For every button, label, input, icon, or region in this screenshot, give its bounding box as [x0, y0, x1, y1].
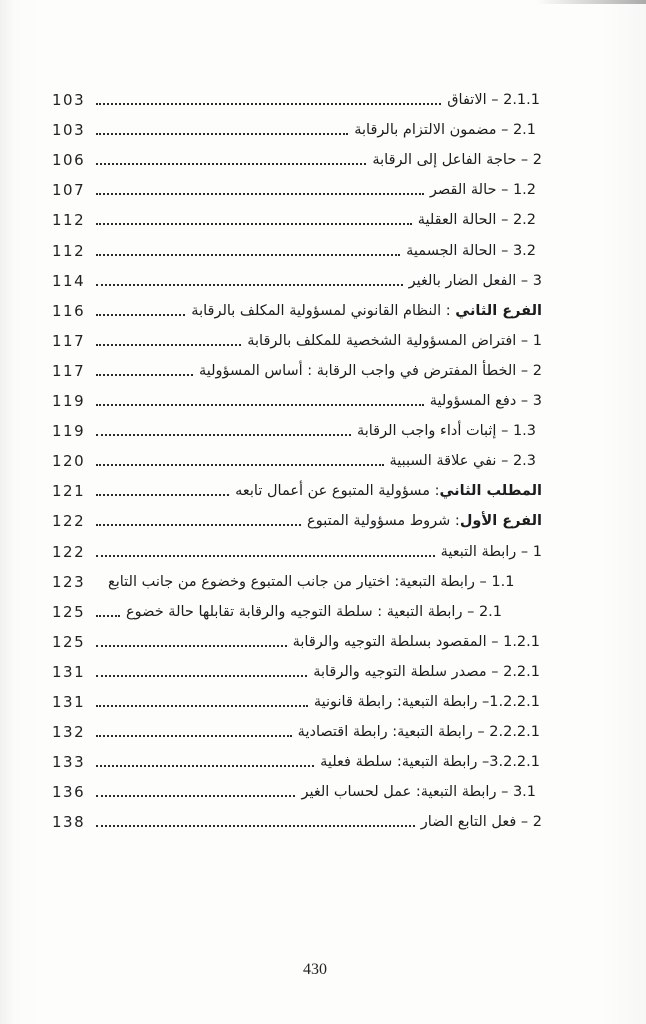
toc-page-number: 133	[52, 753, 86, 772]
toc-page-number: 138	[52, 813, 86, 832]
toc-entry-title	[301, 782, 542, 802]
section-number: 2.3	[512, 453, 536, 470]
section-title: : النظام القانوني لمسؤولية المكلف بالرقابة	[191, 302, 456, 319]
toc-entry-title	[293, 632, 542, 652]
toc-entry-title	[191, 301, 542, 321]
table-of-contents	[52, 80, 542, 832]
toc-entry	[52, 80, 542, 110]
section-title: مضمون الالتزام بالرقابة	[354, 122, 497, 139]
section-label: المطلب الثاني	[439, 483, 542, 500]
dot-leader	[96, 644, 287, 647]
toc-entry	[52, 501, 542, 531]
separator-dash: –	[496, 182, 513, 199]
toc-entry	[52, 562, 542, 592]
dot-leader	[96, 222, 412, 225]
toc-entry-title	[247, 331, 542, 351]
toc-entry-title	[314, 692, 542, 712]
section-title: رابطة التبعية: سلطة فعلية	[320, 754, 478, 771]
toc-entry-title	[235, 481, 542, 501]
toc-entry-title	[126, 602, 508, 622]
dot-leader	[96, 734, 292, 737]
section-number: 2	[532, 362, 542, 379]
toc-entry-title	[354, 120, 542, 140]
section-title: : شروط مسؤولية المتبوع	[307, 513, 460, 530]
section-title: المقصود بسلطة التوجيه والرقابة	[292, 633, 487, 650]
section-number: 1.2	[512, 182, 536, 199]
toc-entry	[52, 200, 542, 230]
section-title: : مسؤولية المتبوع عن أعمال تابعه	[235, 483, 440, 500]
section-number: 2	[532, 152, 542, 169]
toc-entry	[52, 712, 542, 742]
section-title: الحالة العقلية	[417, 212, 497, 229]
dot-leader	[96, 554, 435, 557]
toc-page-number: 125	[52, 602, 86, 621]
section-title: مصدر سلطة التوجيه والرقابة	[313, 663, 487, 680]
section-number: 1	[532, 332, 542, 349]
toc-entry	[52, 802, 542, 832]
section-number: 2.1	[512, 122, 536, 139]
toc-page-number: 116	[52, 301, 86, 320]
section-number: 3.2.2.1	[489, 754, 540, 771]
section-number: 1.1	[491, 573, 515, 590]
toc-page-number: 117	[52, 331, 86, 350]
section-number: 1	[532, 543, 542, 560]
toc-page-number: 123	[52, 572, 86, 591]
separator-dash: –	[496, 453, 513, 470]
section-title: حاجة الفاعل إلى الرقابة	[372, 152, 517, 169]
dot-leader	[96, 614, 120, 617]
toc-entry-title	[441, 542, 542, 562]
separator-dash: –	[496, 423, 513, 440]
toc-entry-title	[298, 722, 542, 742]
section-number: 2.2	[512, 212, 536, 229]
dot-leader	[96, 674, 307, 677]
toc-entry	[52, 622, 542, 652]
section-number: 3.2	[512, 242, 536, 259]
separator-dash: –	[477, 693, 490, 710]
toc-page-number: 119	[52, 392, 86, 411]
separator-dash: –	[496, 784, 513, 801]
section-title: رابطة التبعية	[440, 543, 517, 560]
section-title: رابطة التبعية: اختيار من جانب المتبوع وخضوع من جانب التابع	[108, 573, 475, 590]
toc-entry	[52, 772, 542, 802]
dot-leader	[96, 764, 314, 767]
toc-page-number: 117	[52, 361, 86, 380]
section-number: 2.1.1	[503, 92, 540, 109]
separator-dash: –	[516, 362, 533, 379]
toc-page-number: 122	[52, 542, 86, 561]
section-number: 2	[532, 814, 542, 831]
separator-dash: –	[472, 724, 490, 741]
section-title: رابطة التبعية: رابطة قانونية	[313, 693, 478, 710]
section-title: نفي علاقة السببية	[389, 453, 497, 470]
toc-entry-title	[430, 180, 542, 200]
toc-entry	[52, 230, 542, 260]
section-title: فعل التابع الضار	[420, 814, 517, 831]
dot-leader	[96, 523, 301, 526]
section-number: 2.2.2.1	[489, 724, 540, 741]
section-number: 2.2.1	[503, 663, 540, 680]
separator-dash: –	[496, 122, 513, 139]
dot-leader	[96, 493, 229, 496]
separator-dash: –	[516, 393, 533, 410]
toc-entry-title	[307, 511, 542, 531]
separator-dash: –	[474, 573, 492, 590]
toc-entry-title	[421, 812, 542, 832]
separator-dash: –	[516, 332, 533, 349]
section-title: افتراض المسؤولية الشخصية للمكلف بالرقابة	[247, 332, 517, 349]
toc-entry-title	[409, 271, 542, 291]
toc-entry-title	[199, 361, 542, 381]
toc-entry	[52, 351, 542, 381]
toc-entry-title	[447, 90, 542, 110]
toc-entry	[52, 321, 542, 351]
toc-page-number: 122	[52, 512, 86, 531]
dot-leader	[96, 824, 415, 827]
separator-dash: –	[516, 152, 533, 169]
toc-entry	[52, 291, 542, 321]
dot-leader	[96, 253, 400, 256]
toc-page-number: 131	[52, 692, 86, 711]
section-title: الفعل الضار بالغير	[408, 272, 517, 289]
section-title: دفع المسؤولية	[429, 393, 517, 410]
toc-entry	[52, 592, 542, 622]
toc-entry	[52, 381, 542, 411]
dot-leader	[96, 433, 351, 436]
dot-leader	[96, 132, 348, 135]
section-number: 3	[532, 272, 542, 289]
toc-page-number: 131	[52, 662, 86, 681]
section-number: 3	[532, 393, 542, 410]
dot-leader	[96, 343, 241, 346]
toc-entry	[52, 471, 542, 501]
dot-leader	[96, 373, 193, 376]
toc-entry	[52, 652, 542, 682]
section-number: 1.2.1	[503, 633, 540, 650]
dot-leader	[96, 162, 366, 165]
toc-page-number: 103	[52, 91, 86, 110]
dot-leader	[96, 463, 384, 466]
toc-entry-title	[313, 662, 542, 682]
toc-page-number: 107	[52, 181, 86, 200]
toc-entry	[52, 140, 542, 170]
toc-entry-title	[357, 421, 542, 441]
toc-entry-title	[320, 752, 542, 772]
toc-page-number: 112	[52, 211, 86, 230]
section-number: 3.1	[512, 784, 536, 801]
separator-dash: –	[486, 633, 504, 650]
section-number: 1.3	[512, 423, 536, 440]
section-title: إثبات أداء واجب الرقابة	[356, 423, 497, 440]
toc-entry	[52, 441, 542, 471]
toc-entry-title	[108, 572, 520, 592]
section-title: الاتفاق	[447, 92, 487, 109]
toc-page-number: 112	[52, 241, 86, 260]
toc-page-number: 114	[52, 271, 86, 290]
separator-dash: –	[516, 814, 533, 831]
toc-page-number: 132	[52, 723, 86, 742]
toc-entry	[52, 742, 542, 772]
section-title: الحالة الجسمية	[406, 242, 497, 259]
separator-dash: –	[462, 603, 479, 620]
section-title: رابطة التبعية : سلطة التوجيه والرقابة تقابلها حالة خضوع	[126, 603, 463, 620]
separator-dash: –	[516, 272, 533, 289]
section-label: الفرع الثاني	[455, 302, 542, 319]
section-title: رابطة التبعية: عمل لحساب الغير	[301, 784, 497, 801]
separator-dash: –	[516, 543, 533, 560]
separator-dash: –	[486, 663, 504, 680]
separator-dash: –	[496, 212, 513, 229]
section-number: 2.1	[478, 603, 502, 620]
page-edge-shadow	[536, 0, 646, 4]
dot-leader	[96, 283, 403, 286]
toc-page-number: 119	[52, 422, 86, 441]
section-number: 1.2.2.1	[489, 693, 540, 710]
toc-page-number: 125	[52, 632, 86, 651]
toc-entry-title	[406, 241, 542, 261]
section-label: الفرع الأول	[459, 513, 542, 530]
separator-dash: –	[486, 92, 504, 109]
toc-entry	[52, 170, 542, 200]
toc-entry	[52, 682, 542, 712]
toc-page-number: 103	[52, 121, 86, 140]
toc-page-number: 120	[52, 452, 86, 471]
separator-dash: –	[477, 754, 490, 771]
section-title: حالة القصر	[429, 182, 497, 199]
section-title: الخطأ المفترض في واجب الرقابة : أساس المسؤولية	[198, 362, 517, 379]
dot-leader	[96, 704, 308, 707]
dot-leader	[96, 102, 441, 105]
dot-leader	[96, 586, 102, 587]
toc-entry-title	[390, 451, 543, 471]
toc-page-number: 136	[52, 783, 86, 802]
separator-dash: –	[496, 242, 513, 259]
section-title: رابطة التبعية: رابطة اقتصادية	[297, 724, 473, 741]
toc-entry	[52, 110, 542, 140]
toc-page-number: 106	[52, 151, 86, 170]
toc-entry	[52, 531, 542, 561]
toc-entry-title	[418, 210, 542, 230]
toc-entry-title	[430, 391, 542, 411]
dot-leader	[96, 403, 424, 406]
toc-entry	[52, 261, 542, 291]
page-number: 430	[303, 961, 327, 978]
toc-page-number: 121	[52, 482, 86, 501]
dot-leader	[96, 192, 424, 195]
dot-leader	[96, 794, 295, 797]
dot-leader	[96, 313, 185, 316]
toc-entry-title	[372, 150, 542, 170]
toc-entry	[52, 411, 542, 441]
